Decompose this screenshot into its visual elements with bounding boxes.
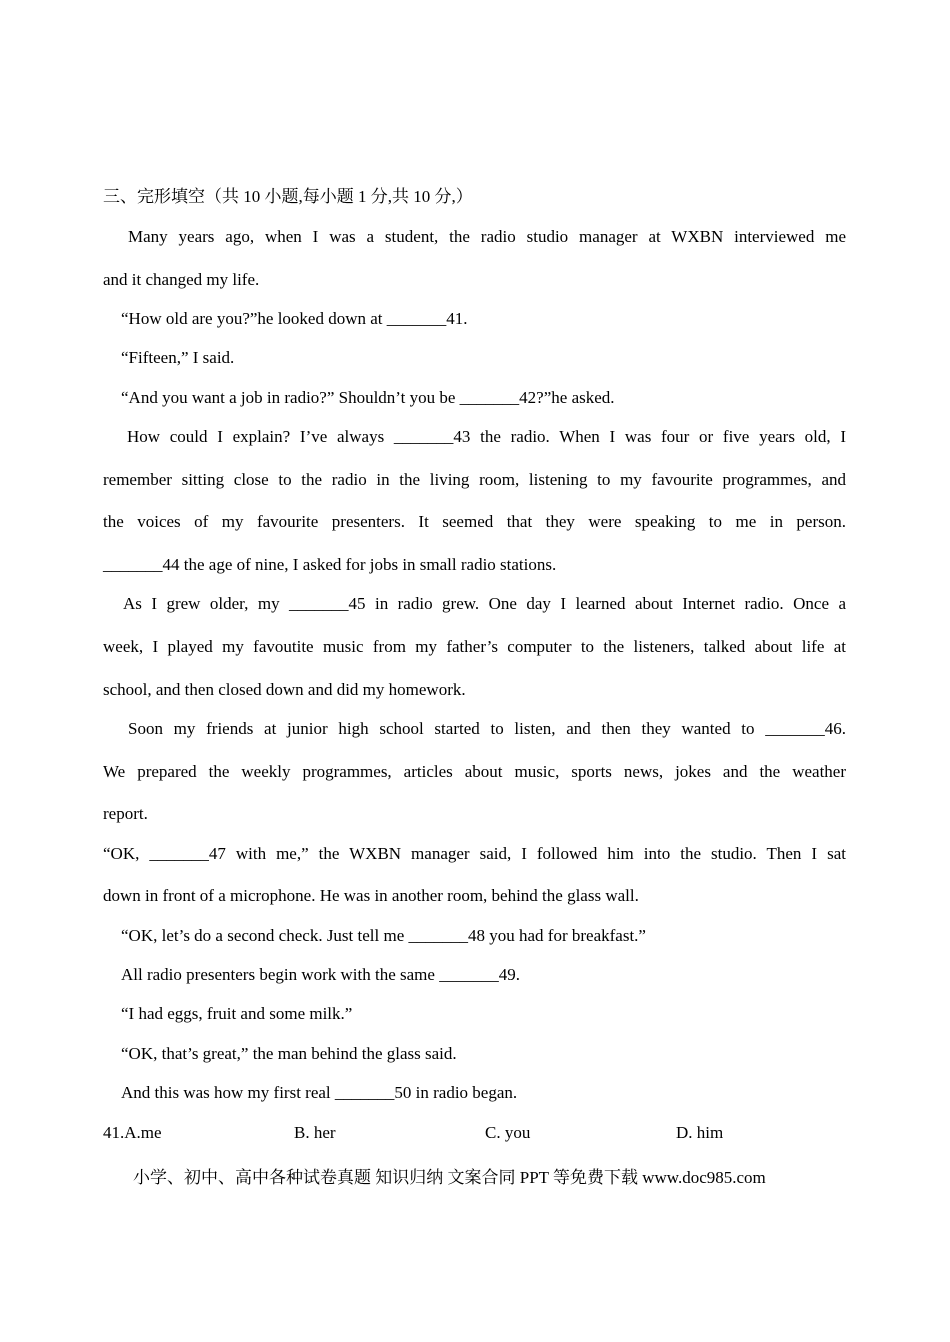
passage-line: school, and then closed down and did my homework. — [103, 680, 466, 699]
passage-line: and it changed my life. — [103, 270, 260, 289]
passage-line: As I grew older, my _______45 in radio grew. One day I learned about Internet radio. Once a — [123, 594, 846, 613]
passage-line: “OK, _______47 with me,” the WXBN manager said, I followed him into the studio. Then I sat — [103, 844, 846, 863]
passage-line: down in front of a microphone. He was in another room, behind the glass wall. — [103, 886, 639, 905]
option-41-d: D. him — [676, 1123, 724, 1142]
page-footer: 小学、初中、高中各种试卷真题 知识归纳 文案合同 PPT 等免费下载 www.doc985.com — [133, 1168, 766, 1187]
option-41-b: B. her — [294, 1123, 336, 1142]
passage-line: “Fifteen,” I said. — [121, 348, 235, 367]
passage-line: “OK, that’s great,” the man behind the glass said. — [121, 1044, 457, 1063]
passage-line: _______44 the age of nine, I asked for jobs in small radio stations. — [103, 555, 557, 574]
passage-line: the voices of my favourite presenters. It seemed that they were speaking to me in person. — [103, 512, 846, 531]
passage-line: How could I explain? I’ve always _______43 the radio. When I was four or five years old, I — [127, 427, 846, 446]
option-41-a: 41.A.me — [103, 1123, 162, 1142]
passage-line: Many years ago, when I was a student, the radio studio manager at WXBN interviewed me — [128, 227, 846, 246]
passage-line: All radio presenters begin work with the same _______49. — [121, 965, 520, 984]
passage-line: report. — [103, 804, 148, 823]
passage-line: remember sitting close to the radio in the living room, listening to my favourite programmes, and — [103, 470, 846, 489]
passage-line: week, I played my favoutite music from my father’s computer to the listeners, talked about life at — [103, 637, 846, 656]
passage-line: “I had eggs, fruit and some milk.” — [121, 1004, 353, 1023]
passage-line: “And you want a job in radio?” Shouldn’t you be _______42?”he asked. — [121, 388, 615, 407]
section-heading: 三、完形填空（共 10 小题,每小题 1 分,共 10 分,） — [103, 187, 473, 206]
passage-line: We prepared the weekly programmes, articles about music, sports news, jokes and the weather — [103, 762, 846, 781]
passage-line: Soon my friends at junior high school started to listen, and then they wanted to _______46. — [128, 719, 846, 738]
passage-line: And this was how my first real _______50 in radio began. — [121, 1083, 518, 1102]
option-41-c: C. you — [485, 1123, 531, 1142]
passage-line: “OK, let’s do a second check. Just tell me _______48 you had for breakfast.” — [121, 926, 646, 945]
passage-line: “How old are you?”he looked down at _______41. — [121, 309, 468, 328]
